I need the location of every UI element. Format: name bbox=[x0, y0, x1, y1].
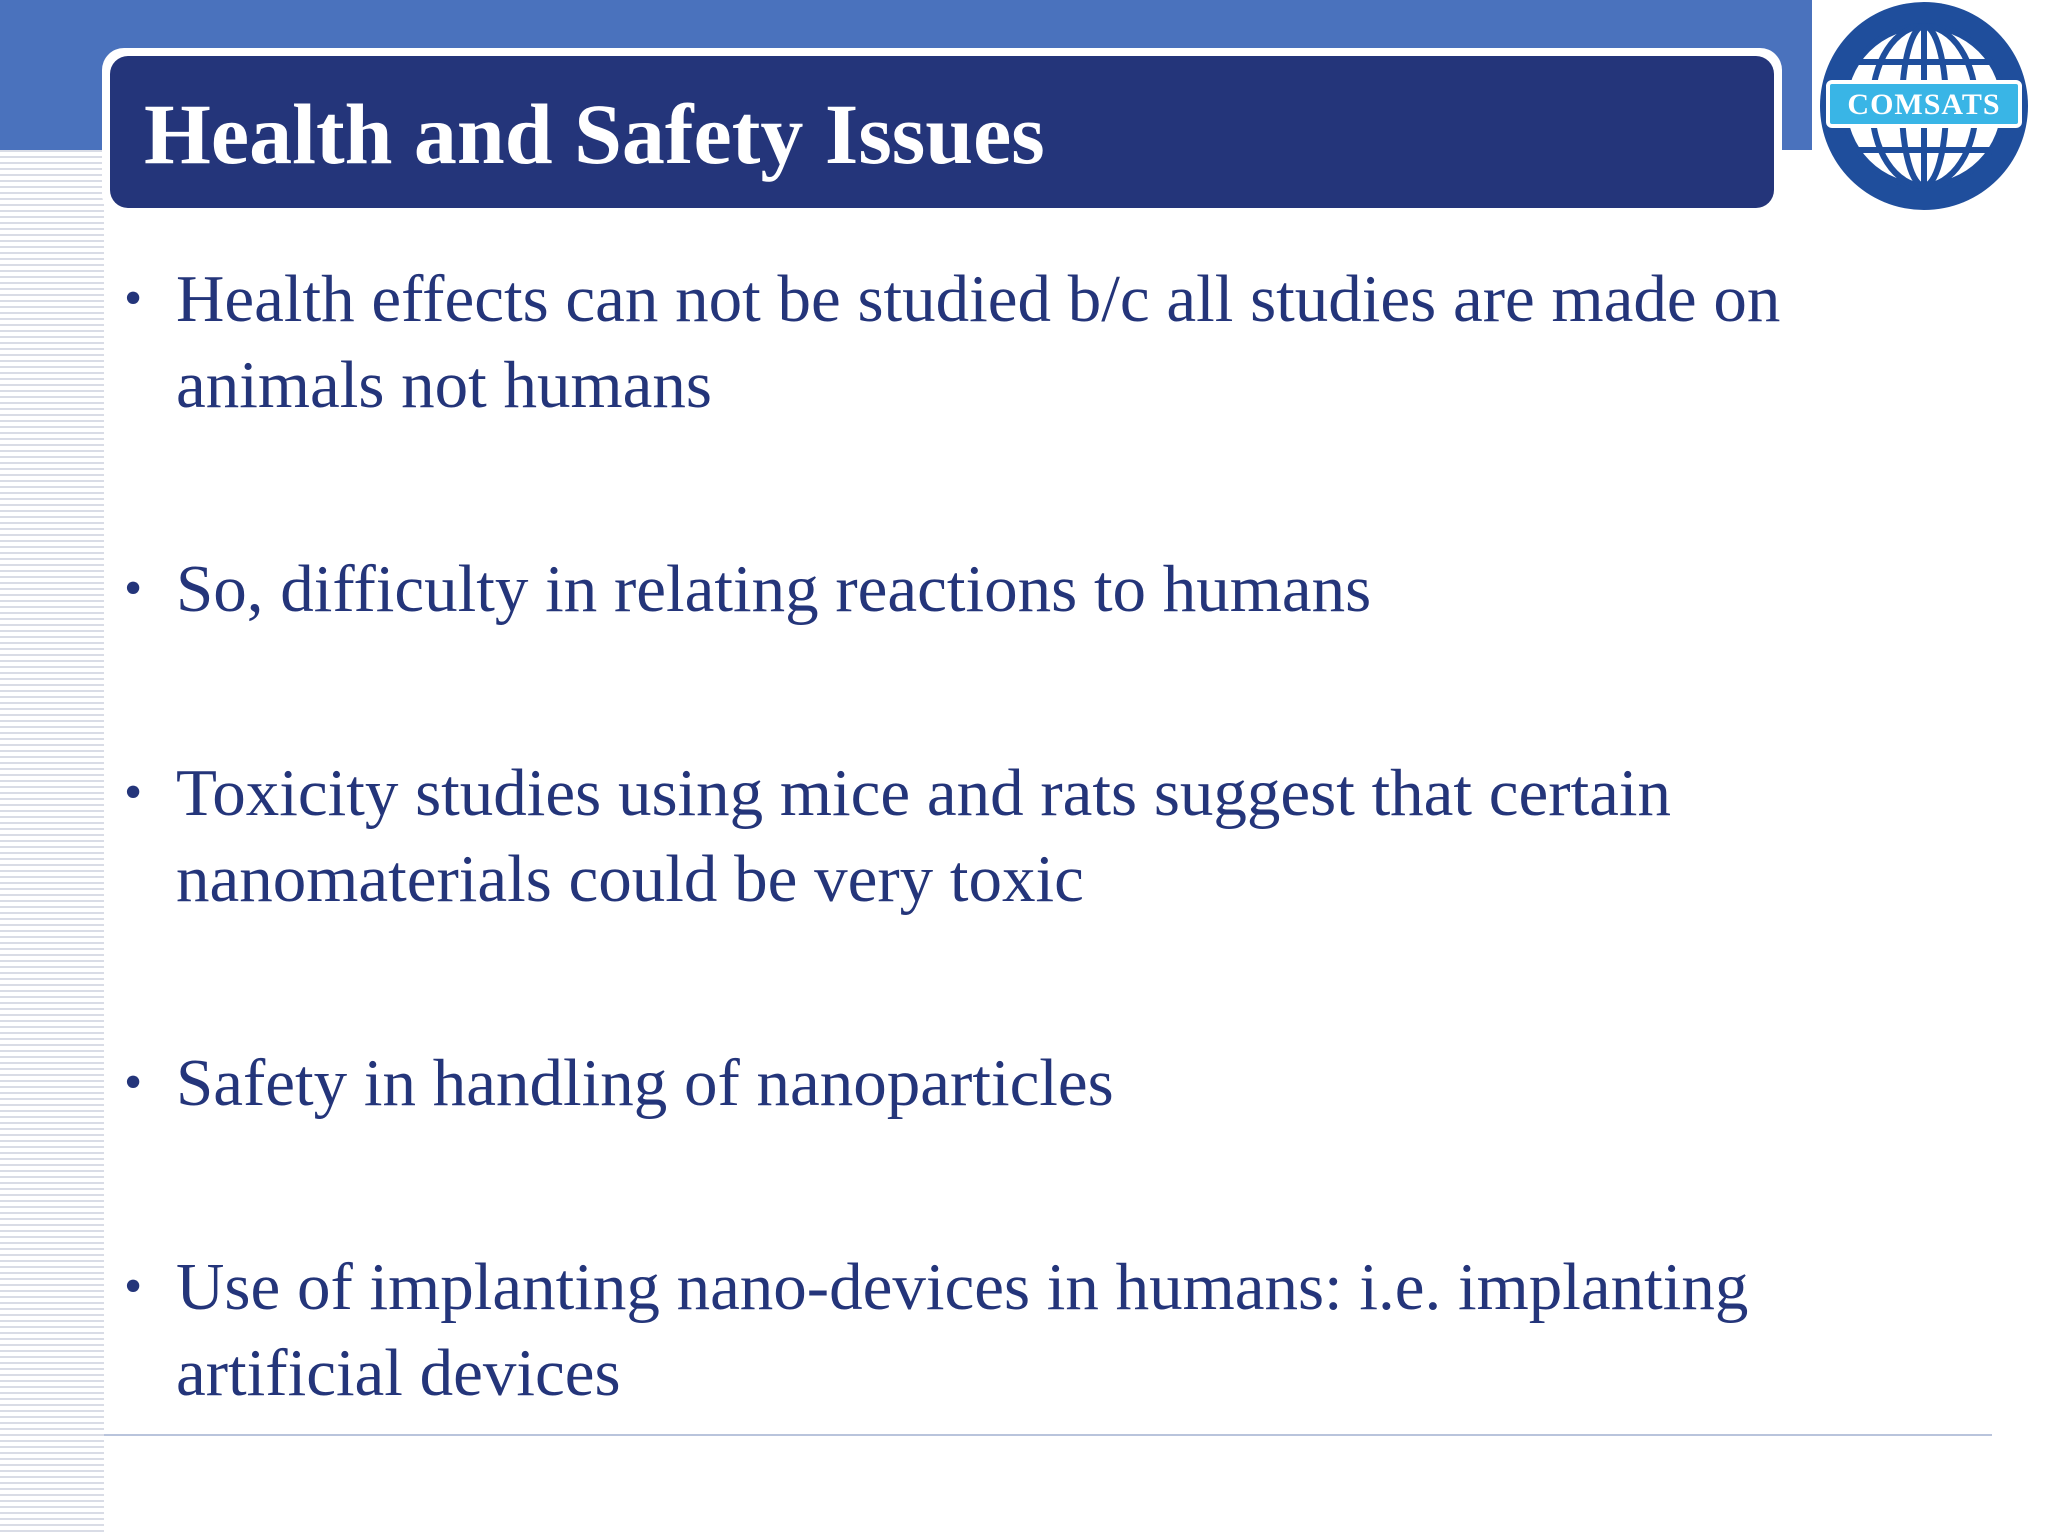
bullet-item bbox=[120, 1040, 1980, 1126]
left-stripe-pattern bbox=[0, 150, 104, 1536]
bullet-text: Health effects can not be studied b/c all studies are made on animals not humans bbox=[176, 262, 1781, 422]
bullet-text: Toxicity studies using mice and rats suggest that certain nanomaterials could be very toxic bbox=[176, 756, 1672, 916]
logo-text: COMSATS bbox=[1847, 88, 2001, 121]
bullet-list bbox=[120, 256, 1980, 1534]
bullet-marker: • bbox=[124, 1054, 143, 1111]
footer-divider bbox=[104, 1434, 1992, 1436]
slide-title: Health and Safety Issues bbox=[144, 86, 1045, 182]
bullet-marker: • bbox=[124, 1258, 143, 1315]
bullet-text: So, difficulty in relating reactions to humans bbox=[176, 552, 1372, 626]
bullet-item bbox=[120, 546, 1980, 632]
comsats-logo bbox=[1818, 0, 2030, 212]
bullet-text: Use of implanting nano-devices in humans: i.e. implanting artificial devices bbox=[176, 1250, 1749, 1410]
bullet-item bbox=[120, 256, 1980, 428]
bullet-marker: • bbox=[124, 270, 143, 327]
bullet-text: Safety in handling of nanoparticles bbox=[176, 1046, 1114, 1120]
bullet-item bbox=[120, 750, 1980, 922]
bullet-marker: • bbox=[124, 764, 143, 821]
bullet-marker: • bbox=[124, 560, 143, 617]
bullet-item bbox=[120, 1244, 1980, 1416]
